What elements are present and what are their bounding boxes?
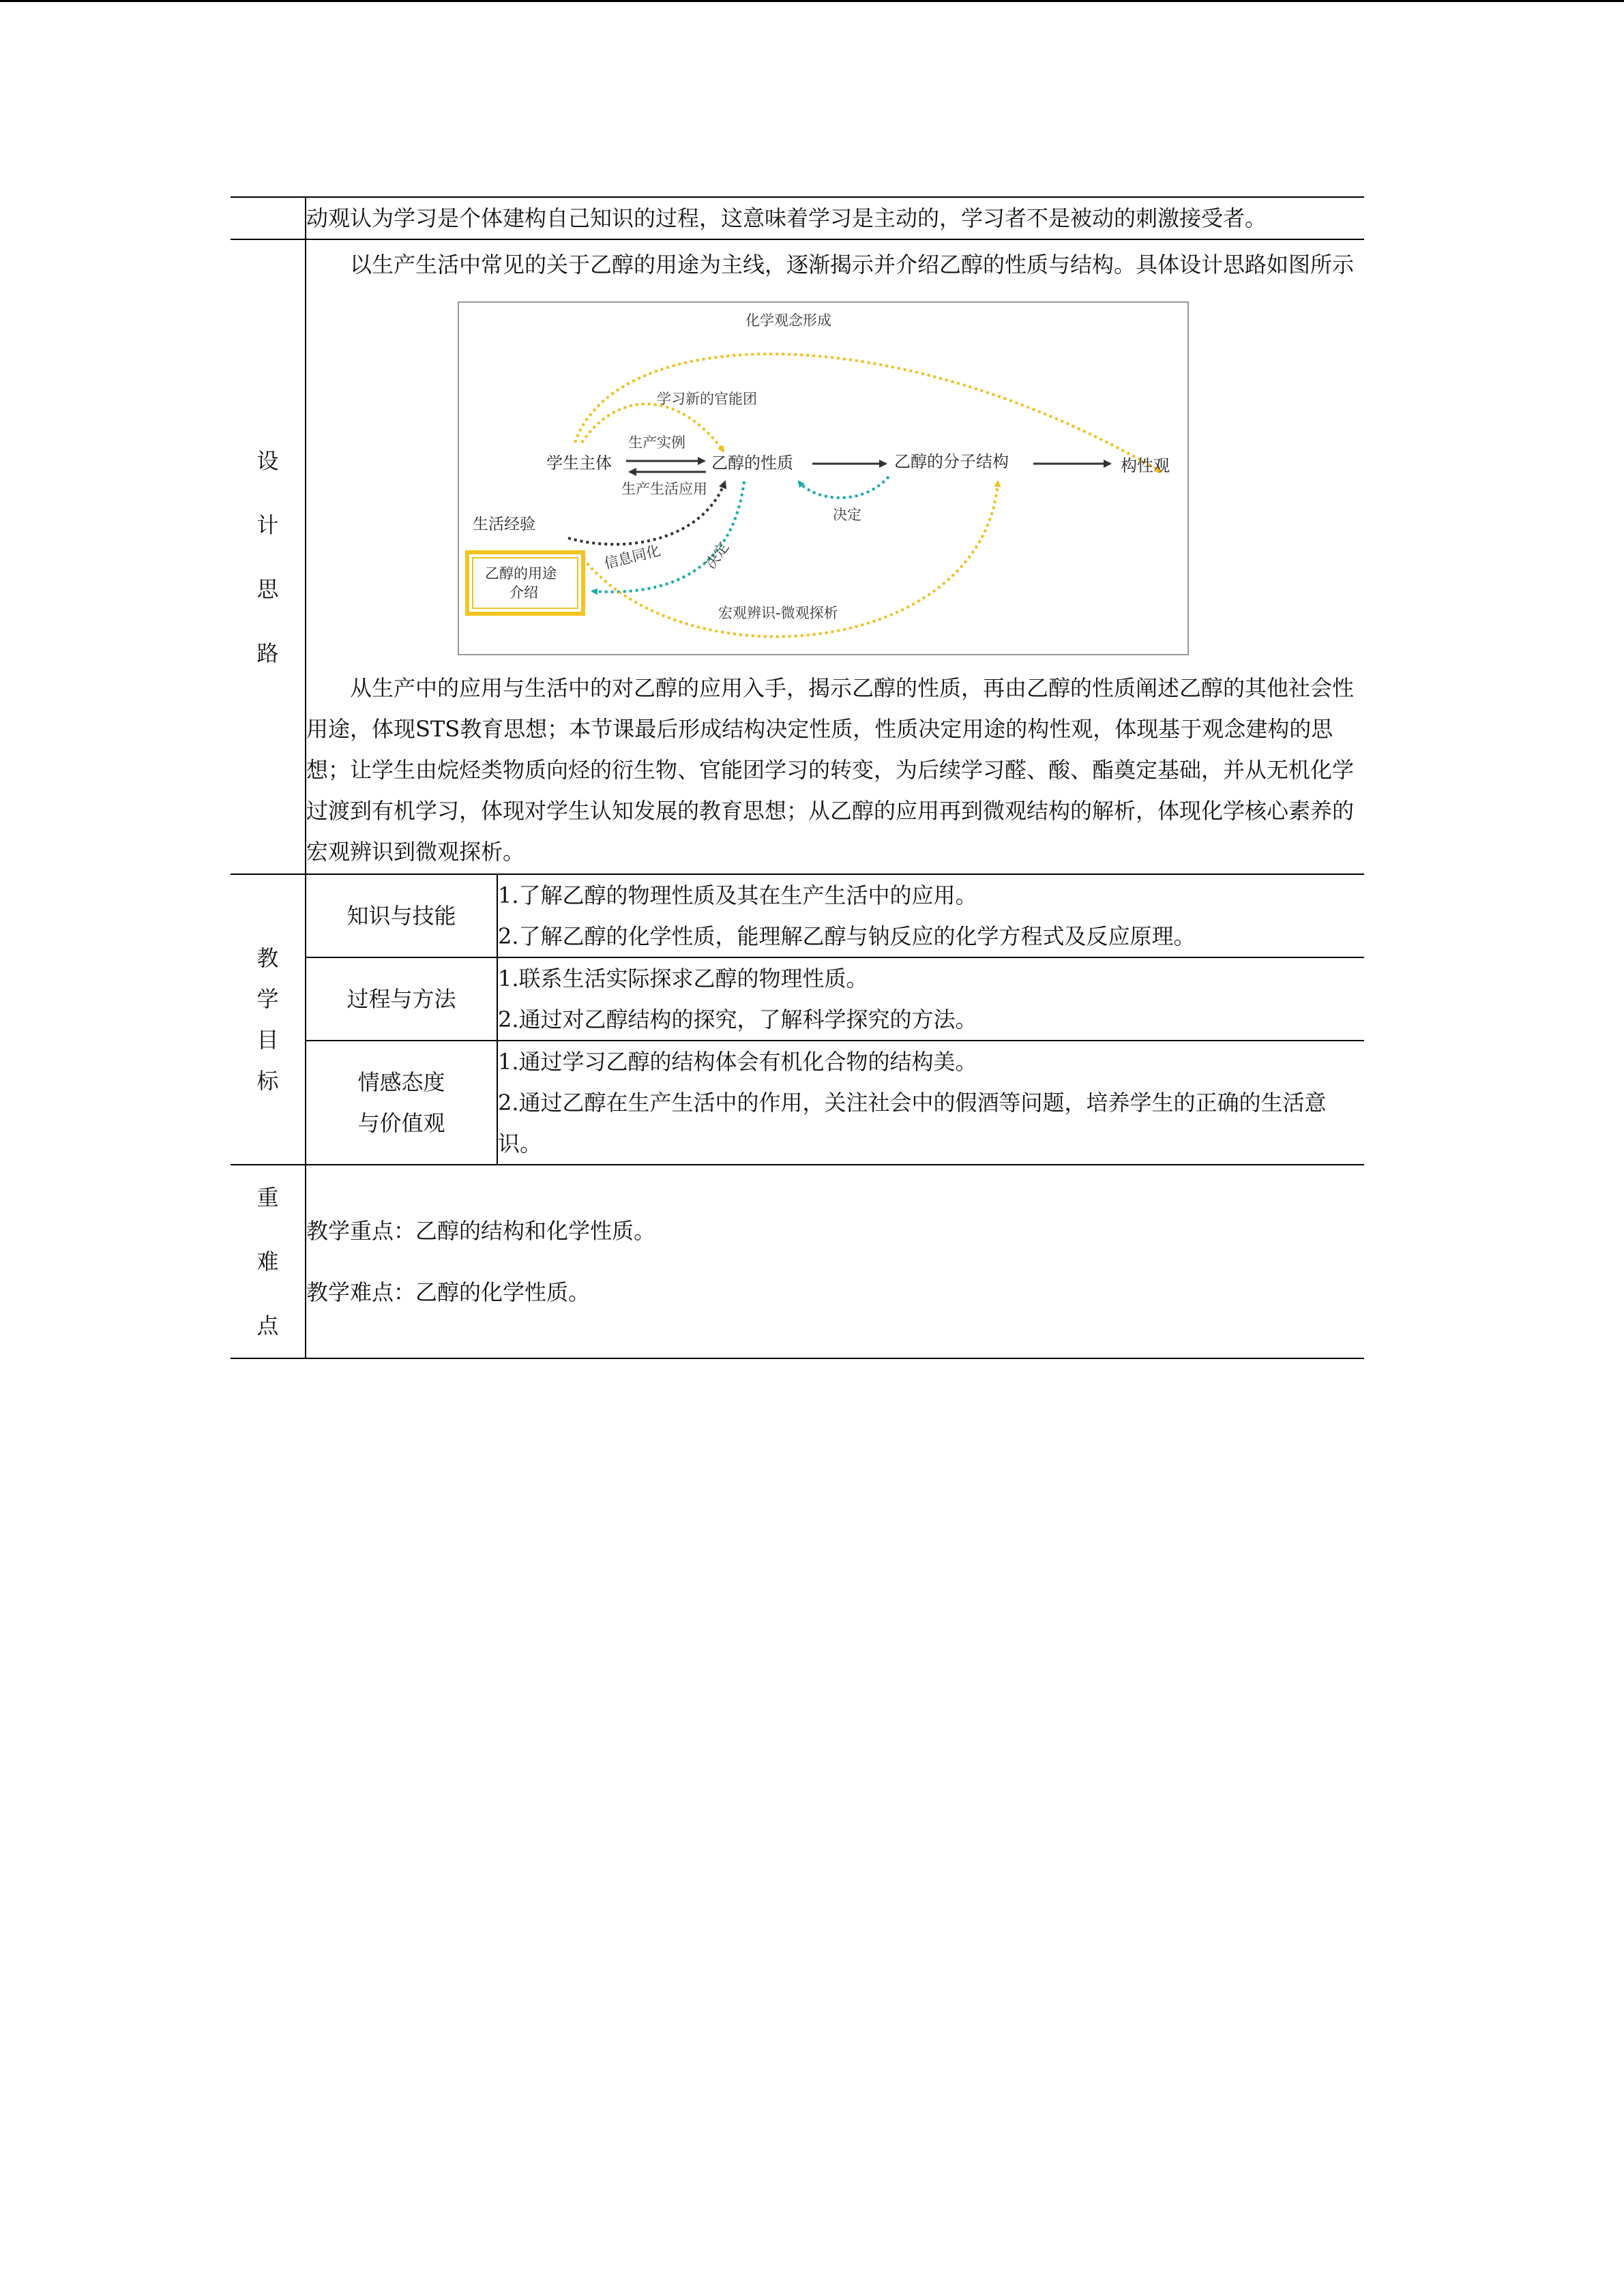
edge-label-production-life-application: 生产生活应用 [621, 481, 707, 497]
edge-concept-formation [575, 354, 1162, 472]
edge-label-production-example: 生产实例 [628, 434, 685, 451]
objectives-label-char: 学 [256, 986, 279, 1012]
objective-category: 过程与方法 [306, 957, 497, 1041]
objective-category-line: 情感态度 [357, 1069, 445, 1095]
key-points-label-char: 重 [256, 1184, 279, 1210]
key-points-row [231, 1165, 1364, 1358]
key-points-content [306, 1165, 1364, 1358]
design-label-char: 思 [256, 576, 279, 602]
edge-label-learn-functional-group: 学习新的官能团 [657, 391, 757, 407]
node-uses-line2: 介绍 [510, 584, 538, 601]
intro-row [231, 197, 1364, 239]
design-flow-diagram [458, 301, 1189, 655]
objective-row-emotion [231, 1041, 1364, 1165]
design-label-char: 设 [256, 447, 279, 474]
node-structure: 乙醇的分子结构 [894, 452, 1009, 471]
edge-structure-determines-properties [799, 477, 889, 498]
edge-label-determines-1: 决定 [833, 507, 861, 523]
edge-properties-determine-uses [592, 481, 744, 592]
objective-item: 1.了解乙醇的物理性质及其在生产生活中的应用。 [498, 882, 977, 908]
objective-item: 1.通过学习乙醇的结构体会有机化合物的结构美。 [498, 1049, 977, 1075]
objective-item: 1.联系生活实际探求乙醇的物理性质。 [498, 966, 868, 992]
page-top-border [0, 0, 1624, 2]
node-properties: 乙醇的性质 [711, 453, 793, 473]
edge-label-macro-micro: 宏观辨识-微观探析 [718, 605, 838, 621]
design-explanation: 从生产中的应用与生活中的对乙醇的应用入手，揭示乙醇的性质，再由乙醇的性质阐述乙醇的其他社会性用途，体现STS教育思想；本节课最后形成结构决定性质，性质决定用途的构性观，体现基于观念建构的思想；让学生由烷烃类物质向烃的衍生物、官能团学习的转变，为后续学习醛、酸、酯奠定基础，并从无机化学过渡到有机学习，体现对学生认知发展的教育思想；从乙醇的应用再到微观结构的解析，体现化学核心素养的宏观辨识到微观探析。 [306, 675, 1355, 865]
teaching-focus: 教学重点：乙醇的结构和化学性质。 [306, 1218, 656, 1244]
lesson-plan-table [231, 196, 1364, 1359]
teaching-difficulty: 教学难点：乙醇的化学性质。 [306, 1279, 591, 1305]
objectives-label-char: 目 [256, 1027, 279, 1053]
design-label-char: 计 [256, 511, 279, 538]
objective-item: 2.通过对乙醇结构的探究，了解科学探究的方法。 [498, 1007, 977, 1032]
key-points-label [231, 1165, 306, 1358]
design-content-cell [306, 239, 1364, 874]
objective-items [497, 957, 1364, 1041]
design-intro: 以生产生活中常见的关于乙醇的用途为主线，逐渐揭示并介绍乙醇的性质与结构。具体设计思路如图所示 [350, 252, 1355, 278]
key-points-label-char: 难 [256, 1249, 279, 1274]
objective-items [497, 1041, 1364, 1165]
design-row [231, 239, 1364, 874]
edge-label-info-assimilation: 信息同化 [602, 542, 662, 572]
objective-category: 知识与技能 [306, 874, 497, 957]
intro-text: 动观认为学习是个体建构自己知识的过程，这意味着学习是主动的，学习者不是被动的刺激接受者。 [306, 205, 1267, 231]
objective-row-knowledge [231, 874, 1364, 957]
node-uses-line1: 乙醇的用途 [485, 565, 557, 582]
node-uses-box [467, 552, 583, 614]
edge-label-concept-formation: 化学观念形成 [745, 312, 831, 329]
objective-category-line: 与价值观 [357, 1110, 445, 1136]
design-label-char: 路 [256, 640, 279, 666]
objectives-label [231, 874, 306, 1165]
design-label [231, 239, 306, 874]
intro-label-cell [231, 197, 306, 239]
node-structure-view: 构性观 [1121, 456, 1170, 475]
objectives-label-char: 标 [256, 1068, 279, 1094]
objective-item: 2.通过乙醇在生产生活中的作用，关注社会中的假酒等问题，培养学生的正确的生活意识。 [498, 1090, 1327, 1157]
key-points-label-char: 点 [256, 1313, 279, 1339]
intro-text-cell [306, 197, 1364, 239]
node-student: 学生主体 [546, 453, 612, 473]
objectives-label-char: 教 [256, 945, 279, 971]
objective-item: 2.了解乙醇的化学性质，能理解乙醇与钠反应的化学方程式及反应原理。 [498, 923, 1196, 949]
objective-row-process [231, 957, 1364, 1041]
node-life-experience: 生活经验 [473, 516, 535, 533]
objective-category [306, 1041, 497, 1165]
objective-items [497, 874, 1364, 957]
edge-label-determines-2: 决定 [702, 539, 733, 572]
